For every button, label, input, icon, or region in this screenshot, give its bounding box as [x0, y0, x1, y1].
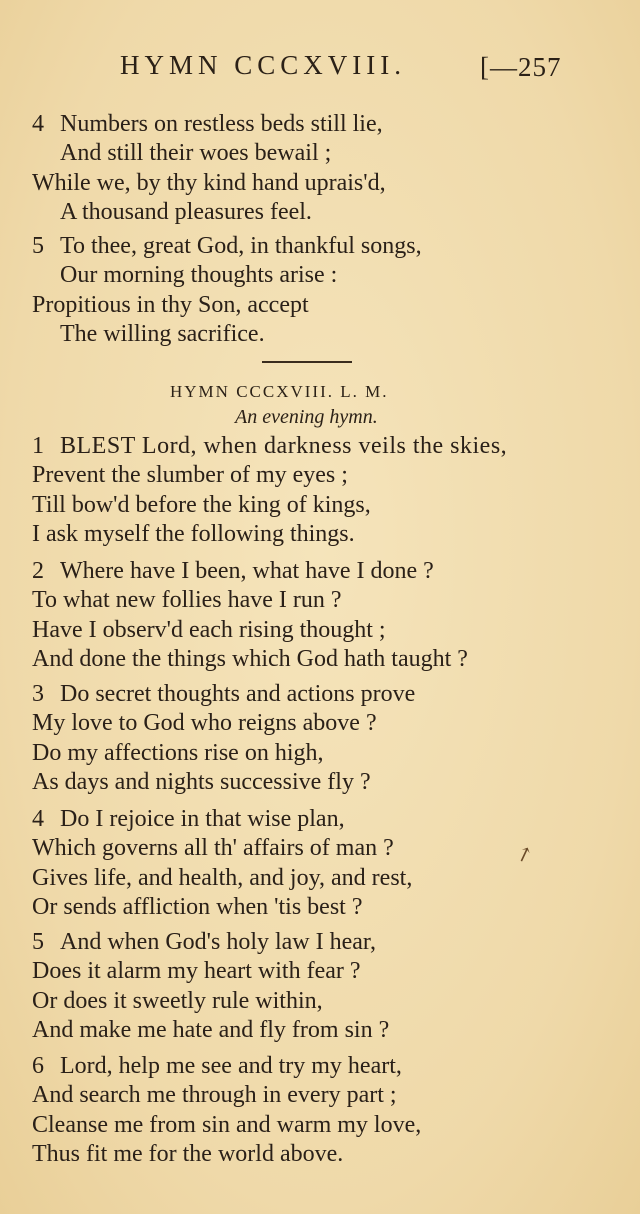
verse-text: And when God's holy law I hear, — [60, 929, 376, 955]
verse-line: My love to God who reigns above ? — [32, 710, 377, 737]
verse-line: And make me hate and fly from sin ? — [32, 1017, 390, 1044]
verse-line: Our morning thoughts arise : — [60, 262, 338, 289]
verse-line: As days and nights successive fly ? — [32, 769, 371, 796]
verse-number: 1 — [32, 433, 44, 459]
verse-line: Gives life, and health, and joy, and rest, — [32, 864, 413, 891]
verse-text: Lord, help me see and try my heart, — [60, 1053, 402, 1079]
hymn-verse-2 — [32, 557, 632, 675]
verse-line: The willing sacrifice. — [60, 321, 265, 348]
verse-line: Propitious in thy Son, accept — [32, 291, 309, 318]
hymn-verse-6 — [32, 1052, 632, 1170]
verse-line: Or does it sweetly rule within, — [32, 987, 323, 1014]
page-number: [—257 — [480, 52, 562, 82]
margin-mark-icon: ↗ — [512, 841, 537, 869]
verse-text: Do secret thoughts and actions prove — [60, 681, 416, 707]
verse-line: A thousand pleasures feel. — [60, 199, 312, 226]
verse-line — [32, 557, 632, 586]
hymn-heading: HYMN CCCXVIII. L. M. — [170, 382, 389, 401]
verse-line: Does it alarm my heart with fear ? — [32, 958, 361, 985]
hymn-verse-1 — [32, 432, 632, 550]
section-divider — [262, 361, 352, 363]
verse-text: Do I rejoice in that wise plan, — [60, 806, 345, 832]
verse-line — [32, 432, 632, 461]
verse-line — [32, 805, 632, 834]
verse-text: BLEST Lord, when darkness veils the skies, — [60, 433, 508, 459]
verse-number: 4 — [32, 111, 44, 137]
prev-verse-5 — [32, 232, 632, 350]
verse-line: Do my affections rise on high, — [32, 739, 324, 766]
verse-line: To what new follies have I run ? — [32, 587, 342, 614]
verse-text: Numbers on restless beds still lie, — [60, 111, 383, 137]
running-title: HYMN CCCXVIII. — [120, 50, 406, 80]
verse-number: 5 — [32, 233, 44, 259]
verse-line — [32, 928, 632, 957]
verse-line — [32, 232, 632, 261]
verse-number: 6 — [32, 1053, 44, 1079]
page-header — [0, 50, 640, 90]
hymn-verse-5 — [32, 928, 632, 1046]
verse-line: Thus fit me for the world above. — [32, 1141, 344, 1168]
verse-number: 3 — [32, 681, 44, 707]
verse-line: Which governs all th' affairs of man ? — [32, 835, 394, 862]
verse-line — [32, 680, 632, 709]
verse-text: Where have I been, what have I done ? — [60, 558, 434, 584]
hymn-verse-3 — [32, 680, 632, 798]
verse-line — [32, 110, 632, 139]
verse-number: 2 — [32, 558, 44, 584]
verse-number: 4 — [32, 806, 44, 832]
prev-verse-4 — [32, 110, 632, 228]
verse-number: 5 — [32, 929, 44, 955]
verse-line: Prevent the slumber of my eyes ; — [32, 462, 348, 489]
verse-line: Have I observ'd each rising thought ; — [32, 616, 386, 643]
verse-line: While we, by thy kind hand uprais'd, — [32, 169, 386, 196]
verse-line: Cleanse me from sin and warm my love, — [32, 1111, 422, 1138]
verse-line: I ask myself the following things. — [32, 521, 355, 548]
verse-line — [32, 1052, 632, 1081]
verse-line: Till bow'd before the king of kings, — [32, 491, 371, 518]
verse-line: And done the things which God hath taught ? — [32, 646, 468, 673]
verse-line: Or sends affliction when 'tis best ? — [32, 894, 363, 921]
verse-text: To thee, great God, in thankful songs, — [60, 233, 422, 259]
verse-line: And still their woes bewail ; — [60, 140, 332, 167]
hymn-verse-4 — [32, 805, 632, 923]
verse-line: And search me through in every part ; — [32, 1082, 397, 1109]
hymn-subtitle: An evening hymn. — [235, 406, 378, 428]
